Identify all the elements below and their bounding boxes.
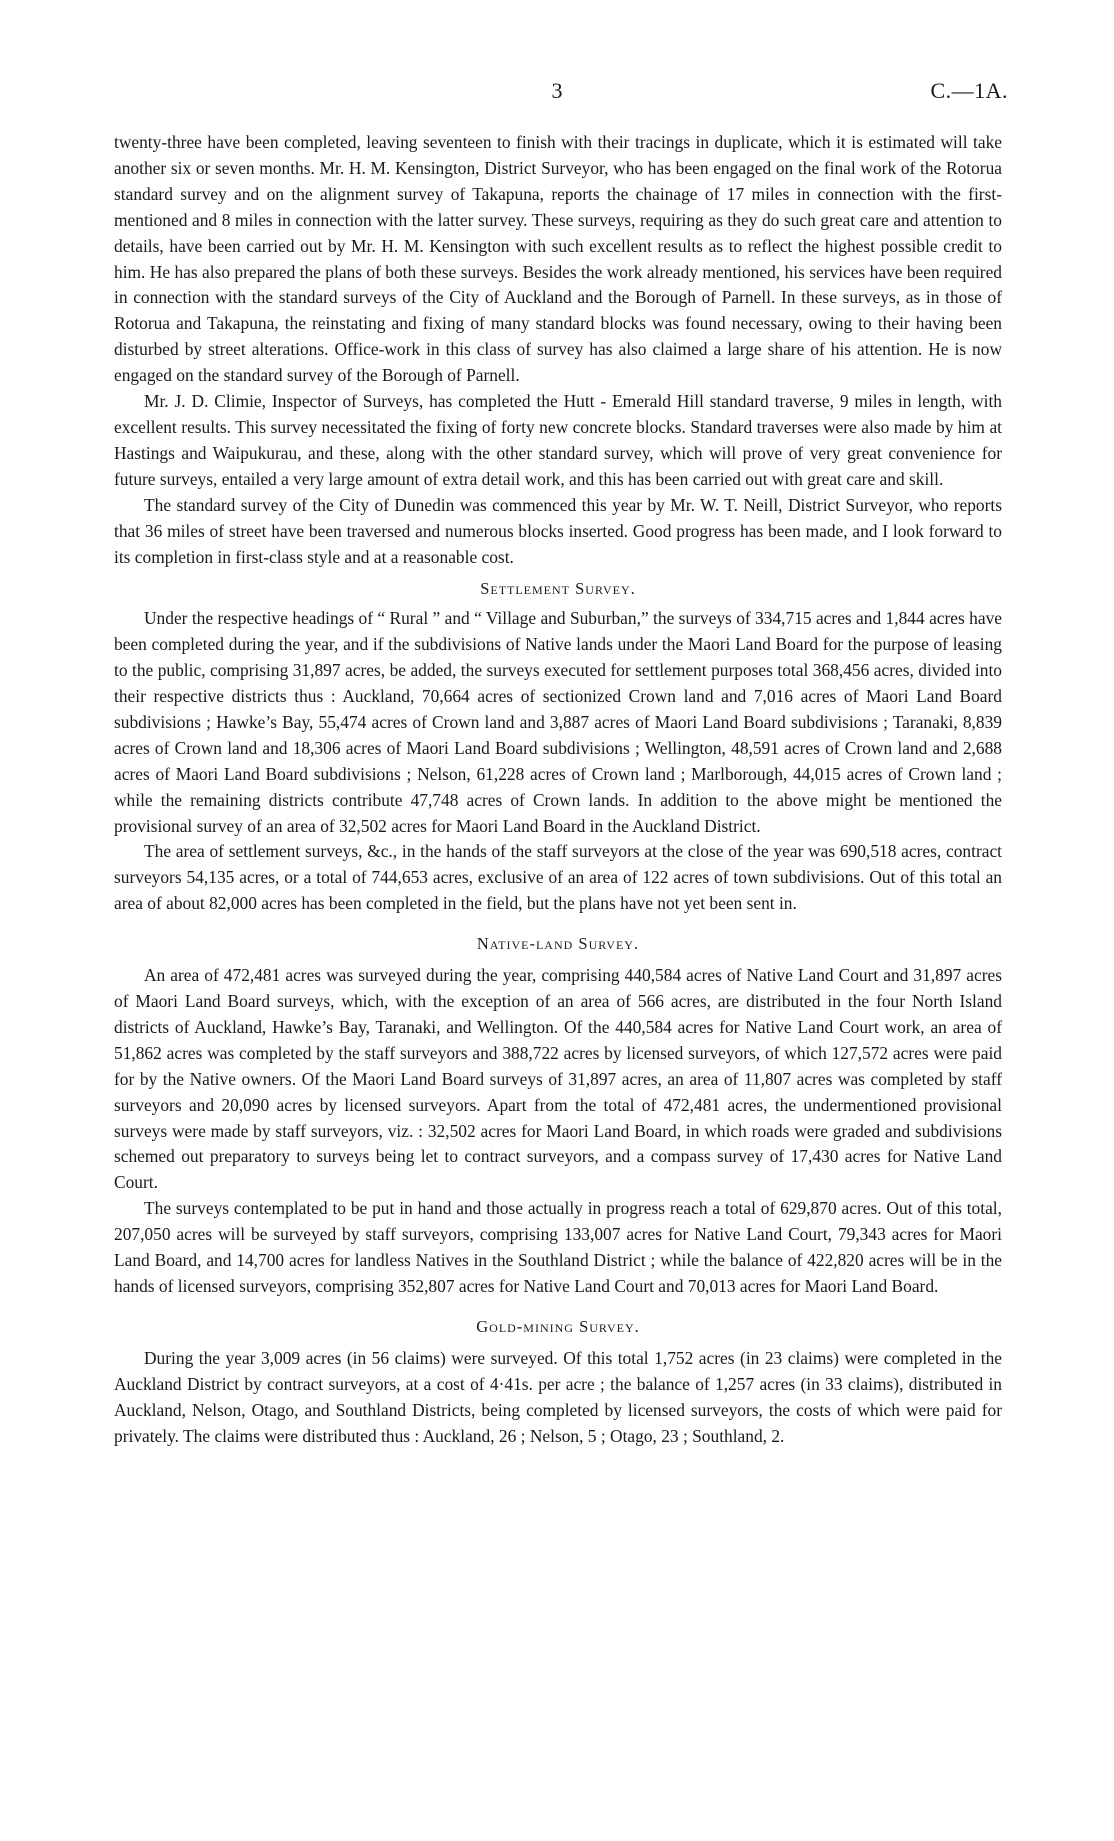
page-body — [114, 130, 1002, 1449]
paragraph: Under the respective headings of “ Rural ” and “ Village and Suburban,” the surveys of 334,715 acres and 1,844 acres have been completed during the year, and if the subdivisions of Native lands under the Maori Land Board for the purpose of leasing to the public, comprising 31,897 acres, be added, the surveys executed for settlement purposes total 368,456 acres, divided into their respective districts thus : Auckland, 70,664 acres of sectionized Crown land and 7,016 acres of Maori Land Board subdivisions ; Hawke’s Bay, 55,474 acres of Crown land and 3,887 acres of Maori Land Board subdivisions ; Taranaki, 8,839 acres of Crown land and 18,306 acres of Maori Land Board subdivisions ; Wellington, 48,591 acres of Crown land and 2,688 acres of Maori Land Board subdivisions ; Nelson, 61,228 acres of Crown land ; Marlborough, 44,015 acres of Crown land ; while the remaining districts contribute 47,748 acres of Crown lands. In addition to the above might be mentioned the provisional survey of an area of 32,502 acres for Maori Land Board in the Auckland District. — [114, 608, 1002, 836]
paragraph: An area of 472,481 acres was surveyed during the year, comprising 440,584 acres of Native Land Court and 31,897 acres of Maori Land Board surveys, which, with the exception of an area of 566 acres, are distributed in the four North Island districts of Auckland, Hawke’s Bay, Taranaki, and Wellington. Of the 440,584 acres for Native Land Court work, an area of 51,862 acres was completed by the staff surveyors and 388,722 acres by licensed surveyors, of which 127,572 acres were paid for by the Native owners. Of the Maori Land Board surveys of 31,897 acres, an area of 11,807 acres was completed by staff surveyors and 20,090 acres by licensed surveyors. Apart from the total of 472,481 acres, the undermentioned provisional surveys were made by staff surveyors, viz. : 32,502 acres for Maori Land Board, in which roads were graded and subdivisions schemed out preparatory to surveys being let to contract surveyors, and a compass survey of 17,430 acres for Native Land Court. — [114, 965, 1002, 1193]
paragraph: During the year 3,009 acres (in 56 claims) were surveyed. Of this total 1,752 acres (in 23 claims) were completed in the Auckland District by contract surveyors, at a cost of 4·41s. per acre ; the balance of 1,257 acres (in 33 claims), distributed in Auckland, Nelson, Otago, and Southland Districts, being completed by licensed surveyors, the costs of which were paid for privately. The claims were distributed thus : Auckland, 26 ; Nelson, 5 ; Otago, 23 ; Southland, 2. — [114, 1347, 1002, 1446]
page-number: 3 — [551, 78, 563, 103]
paragraph: twenty-three have been completed, leaving seventeen to finish with their tracings in duplicate, which it is estimated will take another six or seven months. Mr. H. M. Kensington, District Surveyor, who has been engaged on the final work of the Rotorua standard survey and on the alignment survey of Takapuna, reports the chainage of 17 miles in connection with the first-mentioned and 8 miles in connection with the latter survey. These surveys, requiring as they do such great care and attention to details, have been carried out by Mr. H. M. Kensington with such excellent results as to reflect the highest possible credit to him. He has also prepared the plans of both these surveys. Besides the work already mentioned, his services have been required in connection with the standard surveys of the City of Auckland and the Borough of Parnell. In these surveys, as in those of Rotorua and Takapuna, the reinstating and fixing of many standard blocks was found necessary, owing to their having been disturbed by street alterations. Office-work in this class of survey has also claimed a large share of his attention. He is now engaged on the standard survey of the Borough of Parnell. — [114, 132, 1002, 386]
paragraph: The surveys contemplated to be put in hand and those actually in progress reach a total of 629,870 acres. Out of this total, 207,050 acres will be surveyed by staff surveyors, comprising 133,007 acres for Native Land Court, 79,343 acres for Maori Land Board, and 14,700 acres for landless Natives in the Southland District ; while the balance of 422,820 acres will be in the hands of licensed surveyors, comprising 352,807 acres for Native Land Court and 70,013 acres for Maori Land Board. — [114, 1198, 1002, 1296]
document-reference: C.—1A. — [930, 78, 1008, 103]
paragraph: The standard survey of the City of Dunedin was commenced this year by Mr. W. T. Neill, District Surveyor, who reports that 36 miles of street have been traversed and numerous blocks inserted. Good progress has been made, and I look forward to its completion in first-class style and at a reasonable cost. — [114, 494, 1002, 567]
section-heading-settlement-survey: Settlement Survey. — [480, 579, 636, 599]
section-heading-native-land-survey: Native-land Survey. — [476, 934, 640, 954]
paragraph: Mr. J. D. Climie, Inspector of Surveys, has completed the Hutt - Emerald Hill standard traverse, 9 miles in length, with excellent results. This survey necessitated the fixing of forty new concrete blocks. Standard traverses were also made by him at Hastings and Waipukurau, and these, along with the other standard survey, which will prove of very great convenience for future surveys, entailed a very large amount of extra detail work, and this has been carried out with great care and skill. — [114, 391, 1002, 489]
page-header — [0, 78, 1114, 110]
paragraph: The area of settlement surveys, &c., in the hands of the staff surveyors at the close of the year was 690,518 acres, contract surveyors 54,135 acres, or a total of 744,653 acres, exclusive of an area of 122 acres of town subdivisions. Out of this total an area of about 82,000 acres has been completed in the field, but the plans have not yet been sent in. — [114, 841, 1002, 914]
section-heading-gold-mining-survey: Gold-mining Survey. — [476, 1316, 640, 1336]
